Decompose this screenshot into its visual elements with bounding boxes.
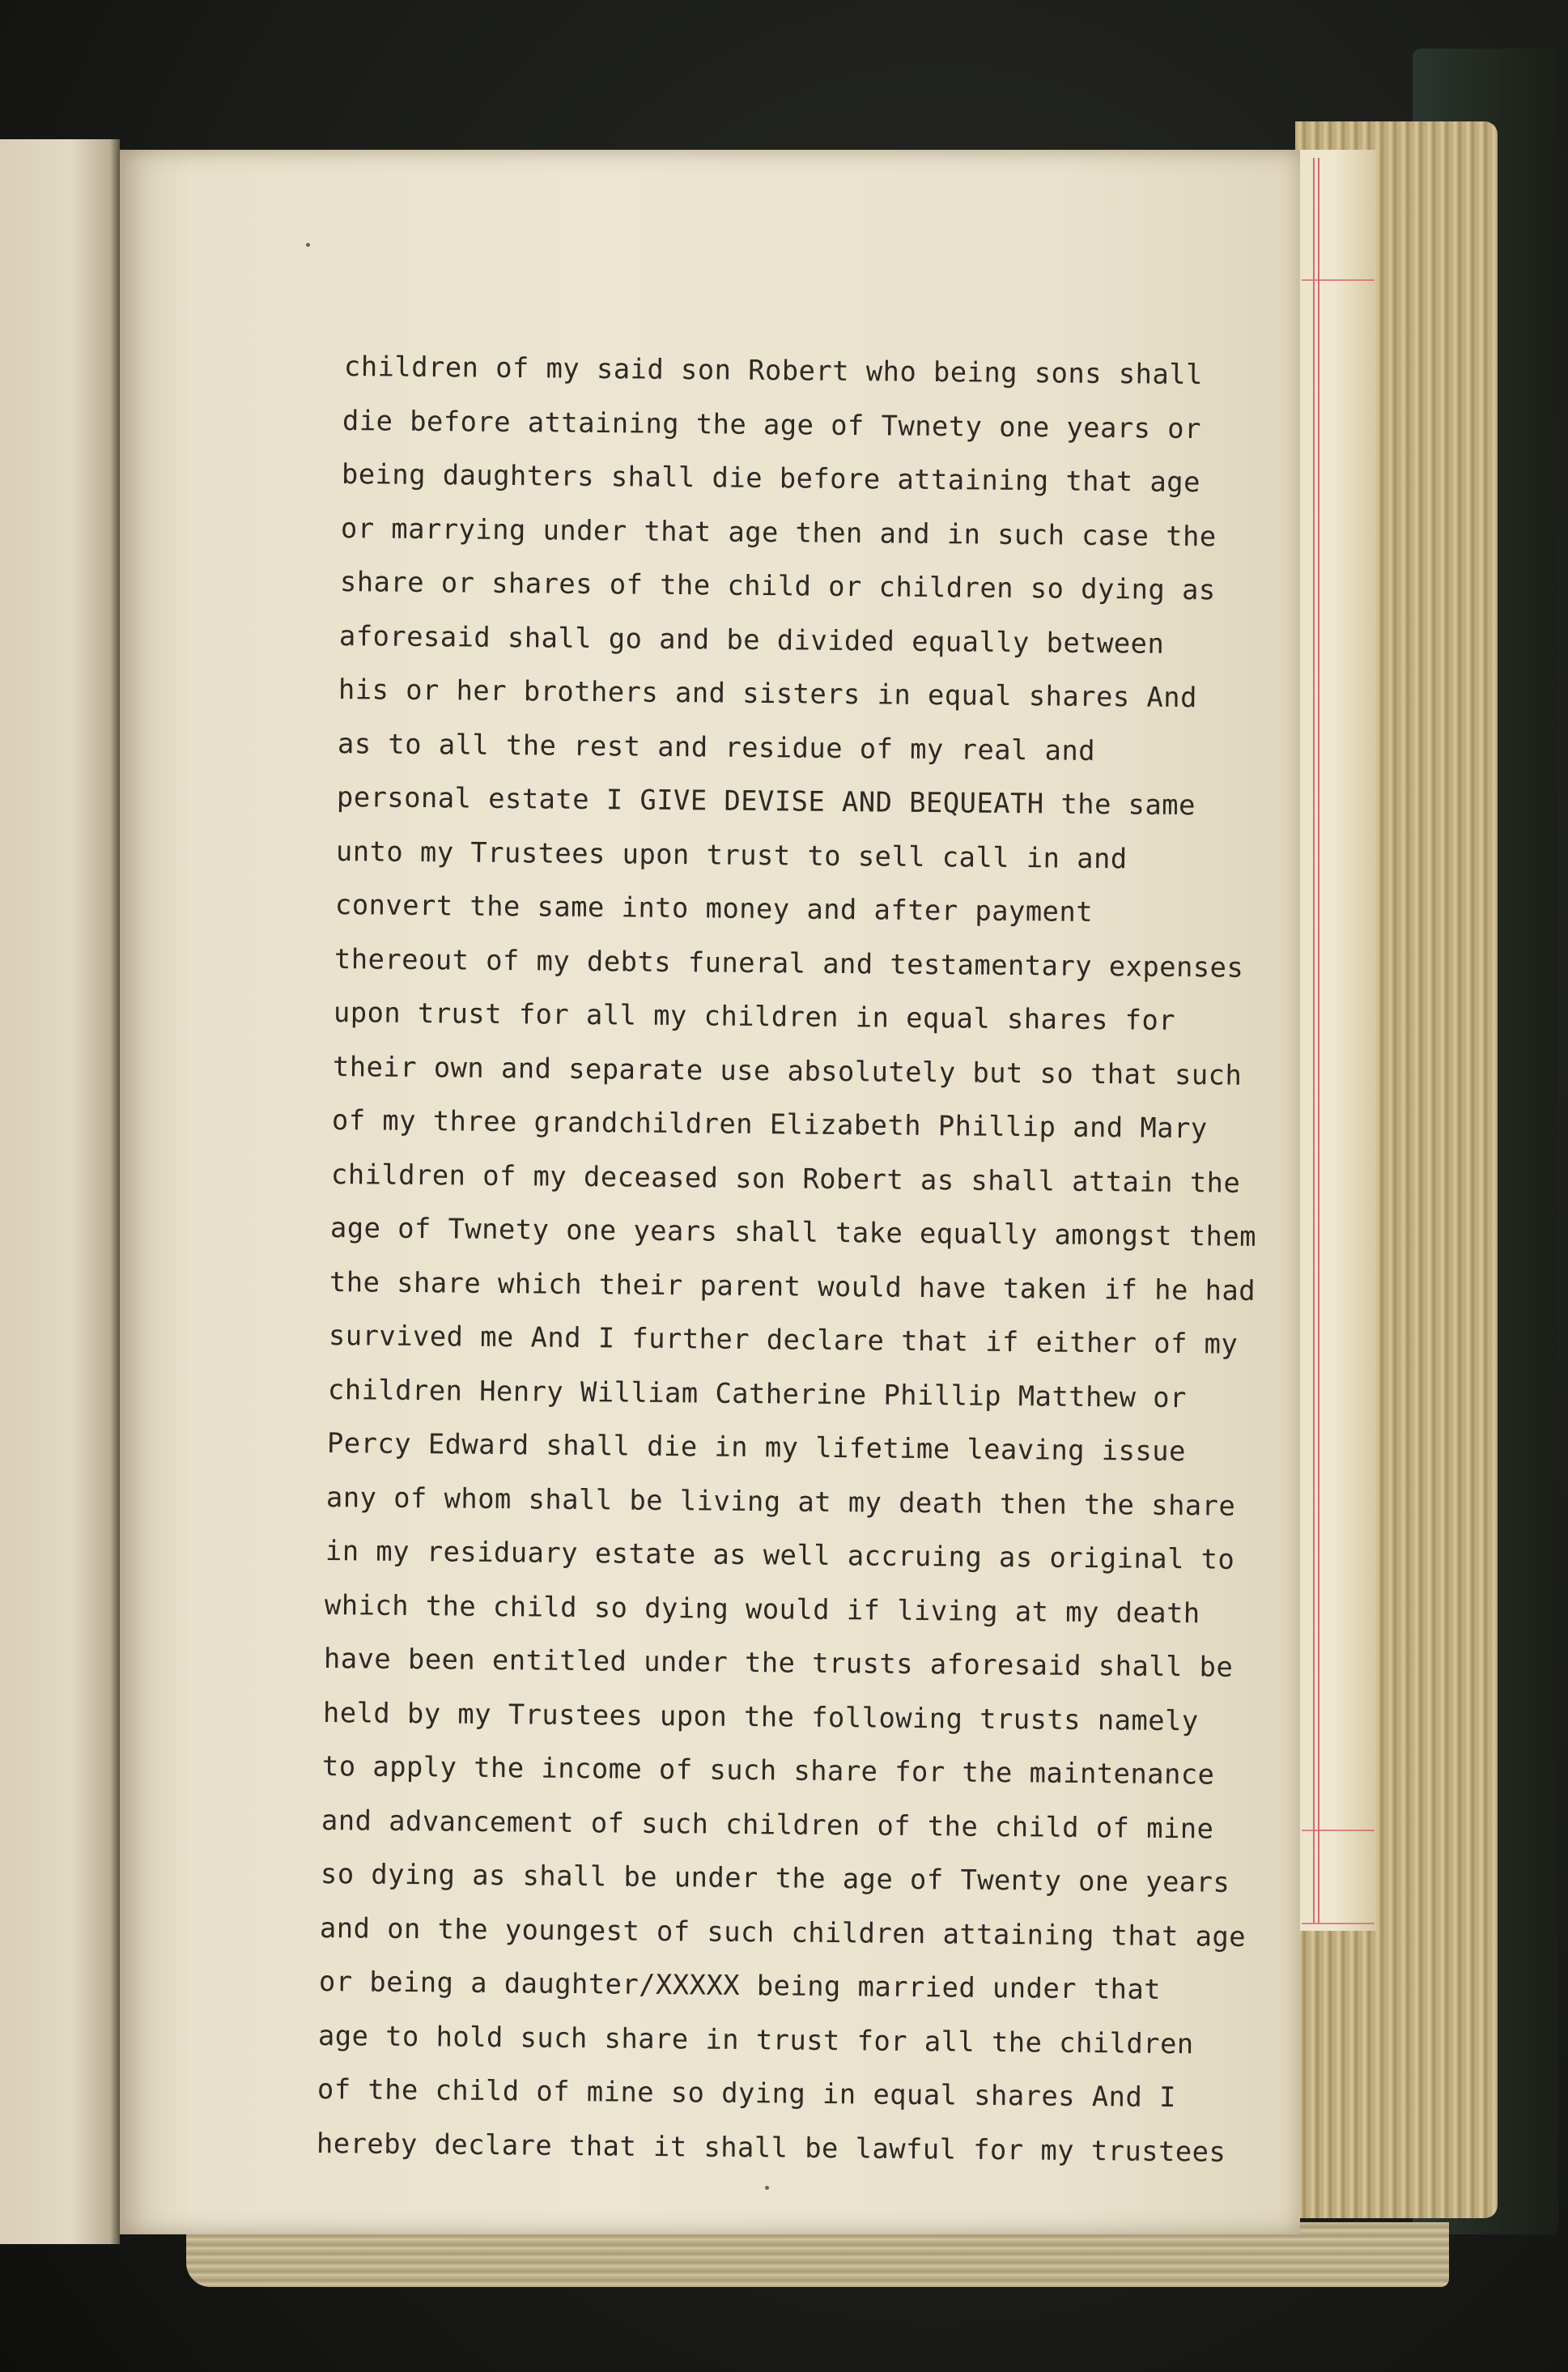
typed-text-body <box>316 340 1283 2170</box>
text-line: of my three grandchildren Elizabeth Phillip and Mary <box>331 1104 1208 1146</box>
ledger-margin-rule <box>1313 158 1315 1923</box>
text-line: aforesaid shall go and be divided equally between <box>338 619 1165 661</box>
text-line: age to hold such share in trust for all the children <box>317 2019 1194 2060</box>
ledger-margin-rule <box>1318 158 1319 1923</box>
text-line: being daughters shall die before attaining that age <box>341 458 1201 499</box>
text-line: or being a daughter/XXXXX being married under that <box>318 1966 1162 2006</box>
text-line: to apply the income of such share for the maintenance <box>321 1750 1215 1792</box>
text-line: thereout of my debts funeral and testamentary expenses <box>334 942 1244 984</box>
text-line: and advancement of such children of the child of mine <box>321 1804 1214 1846</box>
text-line: age of Twnety one years shall take equally amongst them <box>329 1212 1257 1253</box>
ledger-rule <box>1302 279 1375 281</box>
text-line: or marrying under that age then and in such case the <box>340 512 1217 553</box>
text-line: personal estate I GIVE DEVISE AND BEQUEATH the same <box>336 781 1196 823</box>
text-line: as to all the rest and residue of my real and <box>337 727 1096 767</box>
left-page-edge <box>0 139 120 2244</box>
text-line: in my residuary estate as well accruing as original to <box>325 1535 1235 1576</box>
text-line: have been entitled under the trusts aforesaid shall be <box>323 1643 1234 1684</box>
text-line: hereby declare that it shall be lawful for my trustees <box>316 2127 1226 2169</box>
ledger-rule <box>1302 1830 1375 1831</box>
text-line: survived me And I further declare that if either of my <box>328 1320 1239 1361</box>
paper-speck <box>306 243 310 247</box>
text-line: children of my said son Robert who being sons shall <box>343 351 1204 392</box>
text-line: of the child of mine so dying in equal shares And I <box>317 2073 1177 2115</box>
text-line: their own and separate use absolutely but so that such <box>332 1050 1243 1092</box>
text-line: die before attaining the age of Twnety one years or <box>342 404 1202 445</box>
text-line: which the child so dying would if living at my death <box>324 1588 1200 1630</box>
text-line: children Henry William Catherine Phillip Matthew or <box>327 1373 1188 1414</box>
ledger-rule <box>1302 1923 1375 1924</box>
text-line: so dying as shall be under the age of Twenty one years <box>320 1858 1230 1899</box>
text-line: the share which their parent would have taken if he had <box>329 1265 1256 1307</box>
text-line: upon trust for all my children in equal shares for <box>333 997 1176 1037</box>
text-line: and on the youngest of such children attaining that age <box>319 1911 1247 1953</box>
text-line: unto my Trustees upon trust to sell call in and <box>335 835 1128 875</box>
text-line: Percy Edward shall die in my lifetime leaving issue <box>326 1427 1187 1469</box>
text-line: any of whom shall be living at my death then the share <box>325 1481 1236 1523</box>
text-line: convert the same into money and after payment <box>334 889 1094 929</box>
text-line: children of my deceased son Robert as shall attain the <box>330 1158 1241 1200</box>
text-line: his or her brothers and sisters in equal shares And <box>338 674 1198 715</box>
paper-speck <box>765 2186 769 2190</box>
text-line: share or shares of the child or children so dying as <box>339 566 1216 607</box>
text-line: held by my Trustees upon the following trusts namely <box>322 1696 1199 1737</box>
